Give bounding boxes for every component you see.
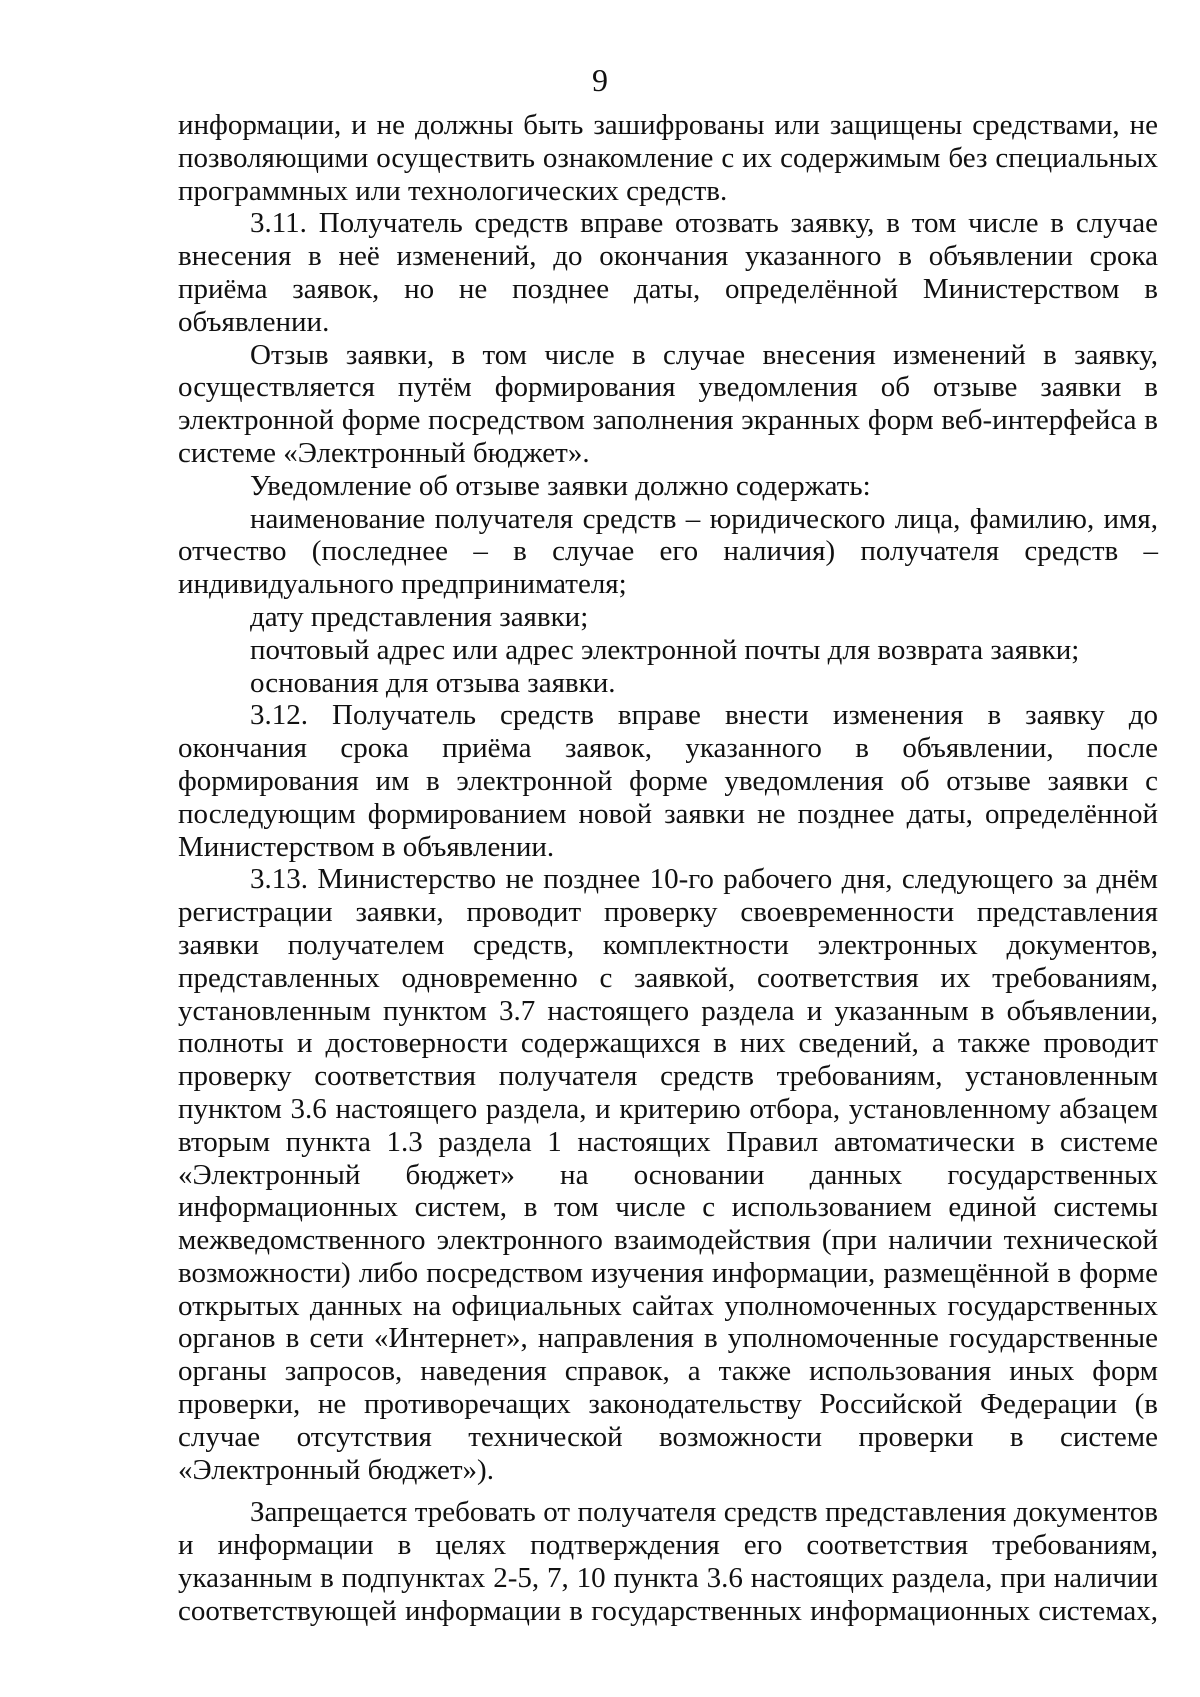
list-item-recipient-name: наименование получателя средств – юридического лица, фамилию, имя, отчество (последнее – в случае его наличия) получателя средств – индивидуального предпринимателя; — [178, 502, 1158, 601]
paragraph-3-11: 3.11. Получатель средств вправе отозвать заявку, в том числе в случае внесения в неё изменений, до окончания указанного в объявлении срока приёма заявок, но не позднее даты, определённой Министерством в объявлении. — [178, 207, 1158, 338]
paragraph-withdrawal: Отзыв заявки, в том числе в случае внесения изменений в заявку, осуществляется путём формирования уведомления об отзыве заявки в электронной форме посредством заполнения экранных форм веб-интерфейса в системе «Электронный бюджет». — [178, 338, 1158, 469]
paragraph-notice-contents: Уведомление об отзыве заявки должно содержать: — [250, 469, 871, 502]
list-item-address: почтовый адрес или адрес электронной почты для возврата заявки; — [250, 633, 1080, 666]
paragraph-prohibition: Запрещается требовать от получателя средств представления документов и информации в целях подтверждения его соответствия требованиям, указанным в подпунктах 2-5, 7, 10 пункта 3.6 настоящих раздела, при наличии соответствующей информации в государственных информационных системах, — [178, 1496, 1158, 1627]
document-body — [178, 109, 1158, 1628]
page-number: 9 — [592, 62, 608, 98]
paragraph-3-13: 3.13. Министерство не позднее 10-го рабочего дня, следующего за днём регистрации заявки, проводит проверку своевременности представления заявки получателем средств, комплектности электронных документов, представленных одновременно с заявкой, соответствия их требованиям, установленным пунктом 3.7 настоящего раздела и указанным в объявлении, полноты и достоверности содержащихся в них сведений, а также проводит проверку соответствия получателя средств требованиям, установленным пунктом 3.6 настоящего раздела, и критерию отбора, установленному абзацем вторым пункта 1.3 раздела 1 настоящих Правил автоматически в системе «Электронный бюджет» на основании данных государственных информационных систем, в том числе с использованием единой системы межведомственного электронного взаимодействия (при наличии технической возможности) либо посредством изучения информации, размещённой в форме открытых данных на официальных сайтах уполномоченных государственных органов в сети «Интернет», направления в уполномоченные государственные органы запросов, наведения справок, а также использования иных форм проверки, не противоречащих законодательству Российской Федерации (в случае отсутствия технической возможности проверки в системе «Электронный бюджет»). — [178, 863, 1158, 1486]
paragraph-continuation: информации, и не должны быть зашифрованы или защищены средствами, не позволяющими осуществить ознакомление с их содержимым без специальных программных или технологических средств. — [178, 109, 1158, 207]
paragraph-3-12: 3.12. Получатель средств вправе внести изменения в заявку до окончания срока приёма заявок, указанного в объявлении, после формирования им в электронной форме уведомления об отзыве заявки с последующим формированием новой заявки не позднее даты, определённой Министерством в объявлении. — [178, 699, 1158, 863]
list-item-date: дату представления заявки; — [250, 600, 589, 633]
list-item-grounds: основания для отзыва заявки. — [250, 666, 616, 699]
